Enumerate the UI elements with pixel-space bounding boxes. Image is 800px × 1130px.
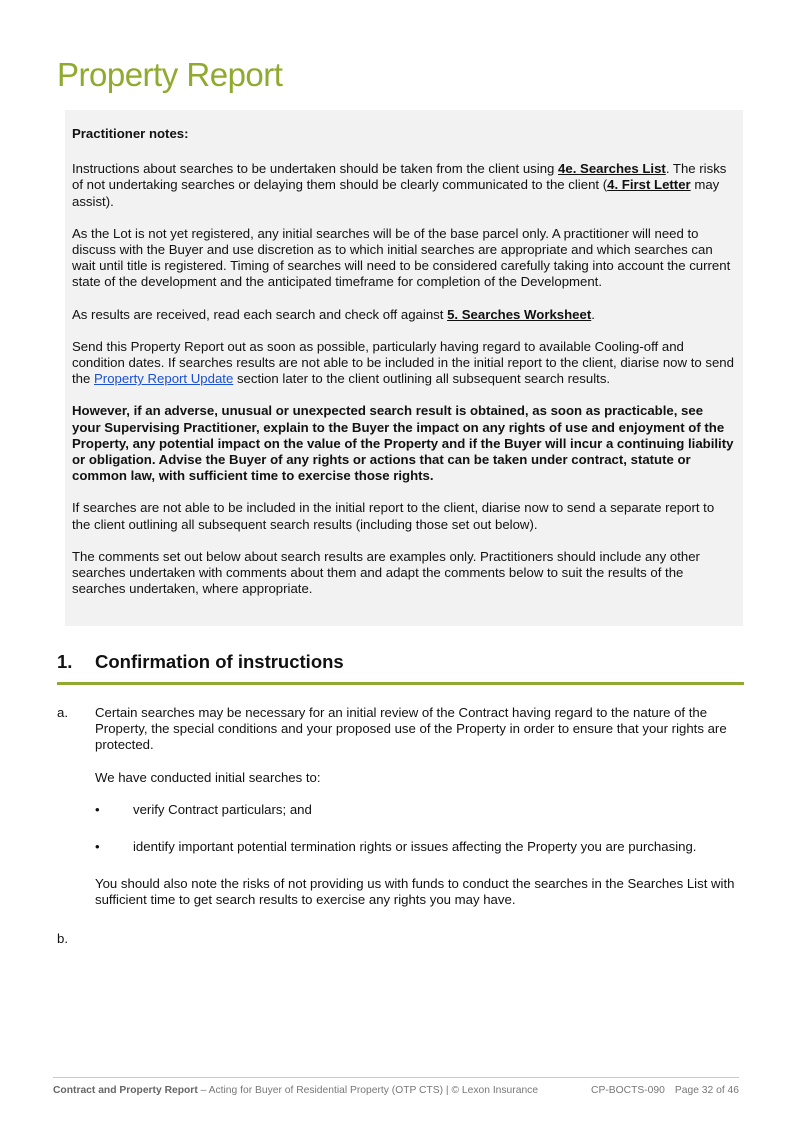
footer-page-number: Page 32 of 46 [674, 1085, 739, 1096]
bullet-item [95, 839, 747, 855]
item-paragraph: You should also note the risks of not providing us with funds to conduct the searches in the Searches List with sufficient time to get search results to exercise any rights you may have. [95, 876, 735, 908]
notes-paragraph-1 [72, 161, 735, 210]
text: . The risks of not undertaking searches or delaying them should be clearly communicated to the client ( [72, 161, 727, 193]
item-paragraph: Certain searches may be necessary for an initial review of the Contract having regard to the nature of the Property, the special conditions and your proposed use of the Property in order to ensure that your rights are protected. [95, 705, 727, 753]
notes-paragraph-2: As the Lot is not yet registered, any initial searches will be of the base parcel only. A practitioner will need to discuss with the Buyer and use discretion as to which initial searches are appropriate and which searches can wait until title is registered. Timing of searches will need to be considered carefully taking into account the current state of the development and the anticipated timeframe for completion of the Development. [72, 225, 731, 290]
bullet-icon: • [95, 839, 100, 855]
notes-paragraph-3 [72, 307, 735, 323]
text: Instructions about searches to be undertaken should be taken from the client using [72, 161, 559, 177]
notes-paragraph-7: The comments set out below about search results are examples only. Practitioners should include any other searches undertaken with comments about them and adapt the comments below to suit the results of the searches undertaken, where appropriate. [72, 548, 700, 597]
page-footer [53, 1077, 739, 1096]
footer-report-name: Contract and Property Report [53, 1085, 198, 1096]
first-letter-reference: 4. First Letter [607, 177, 691, 193]
footer-title [53, 1085, 538, 1096]
list-item [57, 705, 747, 909]
section-body [57, 705, 747, 969]
bullet-item [95, 802, 747, 818]
bullet-icon: • [95, 801, 100, 817]
item-paragraph [95, 931, 747, 947]
section-number: 1. [57, 651, 73, 672]
footer-subtitle: – Acting for Buyer of Residential Property (OTP CTS) | © Lexon Insurance [197, 1085, 539, 1096]
section-heading [57, 651, 744, 685]
practitioner-notes-box [65, 110, 743, 626]
bullet-text: identify important potential termination rights or issues affecting the Property you are purchasing. [133, 839, 697, 855]
text: Send this Property Report out as soon as possible, particularly having regard to available Cooling-off and condition dates. If searches results are not able to be included in the initial report to the client, diarise now to send the [72, 338, 734, 387]
notes-paragraph-4 [72, 339, 735, 388]
footer-doc-code: CP-BOCTS-090 [591, 1085, 665, 1096]
notes-heading: Practitioner notes: [72, 126, 189, 141]
property-report-update-link[interactable]: Property Report Update [94, 371, 234, 387]
searches-list-reference: 4e. Searches List [558, 161, 666, 177]
item-marker: b. [57, 930, 68, 946]
text: section later to the client outlining all subsequent search results. [233, 371, 611, 387]
notes-paragraph-6: If searches are not able to be included in the initial report to the client, diarise now to send a separate report to the client outlining all subsequent search results (including those set out below). [72, 500, 715, 532]
item-marker: a. [57, 705, 68, 720]
searches-worksheet-reference: 5. Searches Worksheet [447, 306, 592, 322]
notes-paragraph-5: However, if an adverse, unusual or unexpected search result is obtained, as soon as practicable, see your Supervising Practitioner, explain to the Buyer the impact on any rights of use and enjoyment of the Property, any potential impact on the value of the Property and if the Buyer will incur a continuing liability or obligation. Advise the Buyer of any rights or actions that can be taken under contract, statute or common law, with sufficient time to exercise those rights. [72, 403, 734, 484]
section-title: Confirmation of instructions [95, 651, 344, 672]
text: As results are received, read each search and check off against [72, 306, 448, 322]
page-title: Property Report [57, 56, 283, 93]
bullet-text: verify Contract particulars; and [133, 801, 312, 817]
text: may assist). [72, 177, 720, 209]
list-item [57, 931, 747, 947]
footer-page-info [591, 1085, 739, 1096]
text: . [591, 306, 595, 322]
item-paragraph: We have conducted initial searches to: [95, 769, 321, 785]
